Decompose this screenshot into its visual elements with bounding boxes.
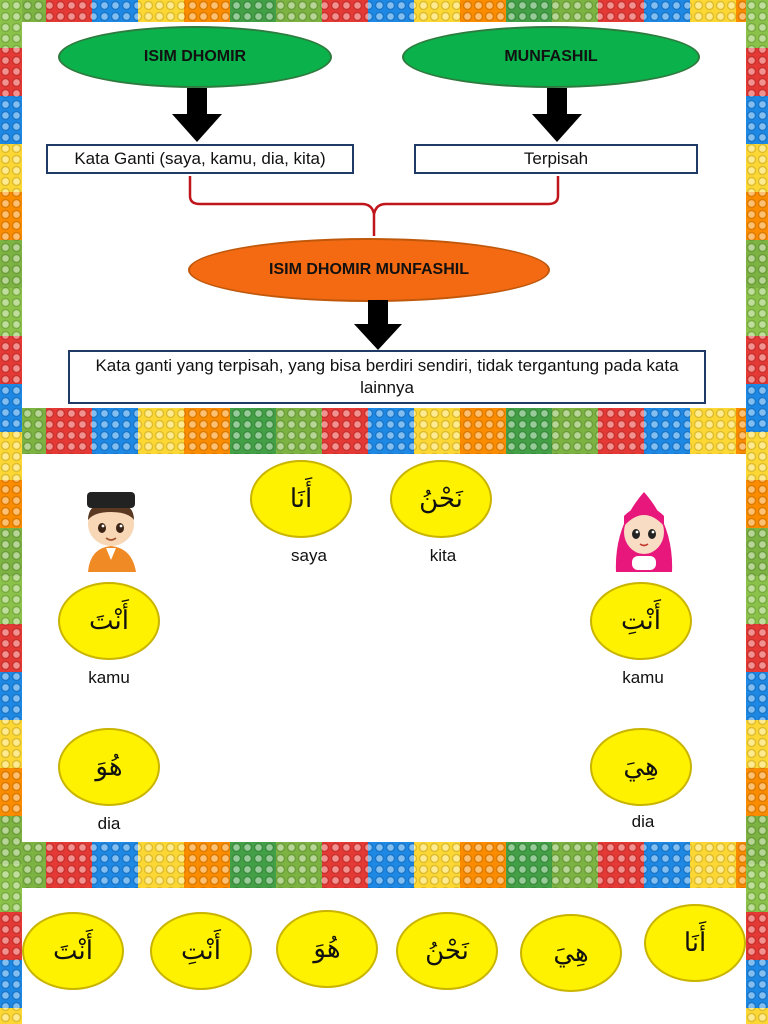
pronoun-hiya-arabic: هِيَ	[623, 752, 659, 782]
meaning-box-dhomir	[46, 144, 354, 174]
term-isim-dhomir-label: ISIM DHOMIR	[143, 48, 247, 65]
pronoun-anti-meaning: kamu	[622, 668, 664, 687]
down-arrow-icon	[532, 88, 582, 142]
quiz-bubble-5-text: هِيَ	[553, 938, 589, 968]
term-munfashil-label: MUNFASHIL	[504, 48, 598, 65]
quiz-bubble-3[interactable]	[276, 910, 378, 988]
pronoun-ana-arabic: أَنَا	[289, 484, 313, 514]
lego-border-top	[0, 0, 768, 22]
combined-term-label: ISIM DHOMIR MUNFASHIL	[269, 261, 469, 278]
lego-border-middle-2	[0, 842, 768, 888]
quiz-bubble-2[interactable]	[150, 912, 252, 990]
curly-bracket	[186, 174, 562, 238]
pronoun-anta	[58, 582, 160, 660]
term-isim-dhomir	[58, 26, 332, 88]
down-arrow-icon	[172, 88, 222, 142]
meaning-box-munfashil	[414, 144, 698, 174]
lego-border-left	[0, 0, 22, 1024]
meaning-munfashil-text: Terpisah	[523, 149, 589, 168]
quiz-bubble-6[interactable]	[644, 904, 746, 982]
quiz-bubble-1[interactable]	[22, 912, 124, 990]
quiz-bubble-4[interactable]	[396, 912, 498, 990]
pronoun-ana	[250, 460, 352, 538]
pronoun-nahnu-arabic: نَحْنُ	[419, 484, 463, 514]
down-arrow-icon	[354, 300, 402, 350]
term-isim-dhomir-munfashil	[188, 238, 550, 302]
pronoun-huwa	[58, 728, 160, 806]
pronoun-anta-arabic: أَنْتَ	[89, 606, 129, 636]
pronoun-nahnu-meaning: kita	[429, 546, 457, 565]
quiz-panel	[22, 888, 746, 1024]
quiz-bubble-6-text: أَنَا	[683, 928, 707, 958]
pronoun-hiya	[590, 728, 692, 806]
quiz-bubble-2-text: أَنْتِ	[181, 936, 221, 966]
pronoun-huwa-arabic: هُوَ	[95, 752, 123, 782]
pronoun-ana-meaning: saya	[291, 546, 327, 565]
pronoun-huwa-meaning: dia	[97, 814, 121, 833]
pronoun-hiya-meaning: dia	[631, 812, 655, 831]
lego-border-right	[746, 0, 768, 1024]
pronoun-anti-arabic: أَنْتِ	[621, 606, 661, 636]
term-munfashil	[402, 26, 700, 88]
girl-avatar	[612, 486, 676, 572]
lego-border-middle-1	[0, 408, 768, 454]
boy-avatar	[80, 490, 142, 572]
quiz-bubble-1-text: أَنْتَ	[53, 936, 93, 966]
quiz-bubble-5[interactable]	[520, 914, 622, 992]
pronoun-anta-meaning: kamu	[88, 668, 130, 687]
definition-text: Kata ganti yang terpisah, yang bisa berdiri sendiri, tidak tergantung pada kata lainnya	[95, 356, 679, 397]
pronoun-nahnu	[390, 460, 492, 538]
quiz-bubble-4-text: نَحْنُ	[425, 936, 469, 966]
pronoun-anti	[590, 582, 692, 660]
meaning-dhomir-text: Kata Ganti (saya, kamu, dia, kita)	[74, 149, 326, 168]
quiz-bubble-3-text: هُوَ	[313, 934, 341, 964]
definition-box	[68, 350, 706, 404]
